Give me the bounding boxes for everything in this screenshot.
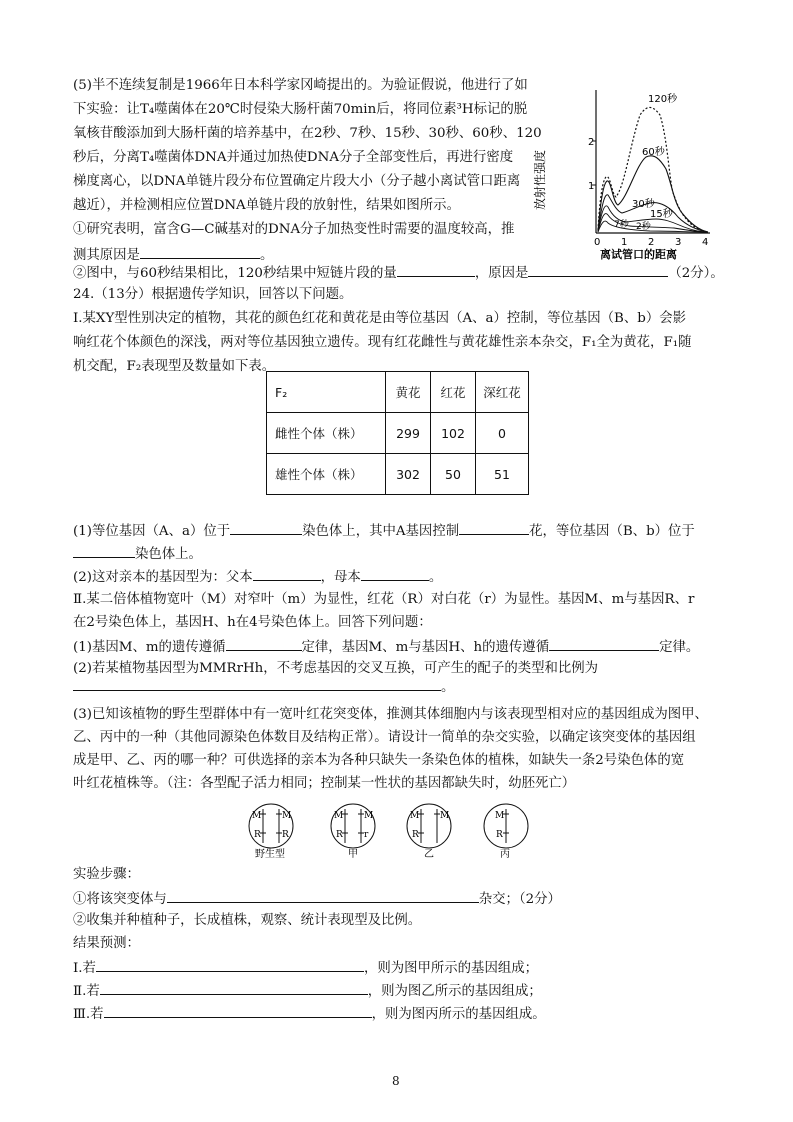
gene-label: r: [364, 830, 369, 840]
gene-label: R: [254, 830, 261, 840]
answer-blank[interactable]: [361, 566, 429, 581]
part2-q3-2: 乙、丙中的一种（其他同源染色体数目及结构正常）。请设计一简单的杂交实验，以确定该突变体的基因组: [73, 730, 696, 745]
answer-blank[interactable]: [230, 520, 302, 535]
part2-q3-3: 成是甲、乙、丙的哪一种？可供选择的亲本为各种只缺失一条染色体的植株，如缺失一条2号染色体的宽: [73, 753, 685, 768]
q5-line-6: 越近），并检测相应位置DNA单链片段的放射性，结果如图所示。: [73, 198, 460, 213]
q5-line-1: (5)半不连续复制是1966年日本科学家冈崎提出的。为验证假说，他进行了如: [73, 78, 528, 93]
cell-caption: 野生型: [255, 849, 285, 860]
cell-diagrams: [240, 803, 540, 858]
q24-intro-2: 响红花个体颜色的深浅，两对等位基因独立遗传。现有红花雌性与黄花雄性亲本杂交，F₁全为黄花，F₁随: [73, 335, 692, 350]
label-2s: 2秒: [636, 222, 651, 232]
answer-blank[interactable]: [253, 566, 321, 581]
table-row: [267, 413, 529, 454]
answer-blank[interactable]: [73, 543, 135, 558]
x-tick-0: 0: [594, 237, 601, 248]
q5-sub-1: ①研究表明，富含G—C碱基对的DNA分子加热变性时需要的温度较高，推: [73, 222, 515, 237]
cell-bing: [484, 804, 528, 848]
table-cell: 302: [386, 454, 431, 495]
cell-wild-type: [249, 804, 293, 848]
f2-table: [266, 371, 529, 495]
cell-caption: 甲: [348, 849, 358, 860]
page-number: 8: [392, 1074, 400, 1088]
cell-jia: [331, 804, 375, 848]
table-header-cell: 黄花: [386, 372, 431, 413]
answer-blank[interactable]: [226, 636, 302, 651]
y-tick-1: 1: [588, 181, 595, 192]
gene-label: M: [282, 811, 292, 821]
gene-label: M: [495, 811, 505, 821]
part1-q2: (2)这对亲本的基因型为：父本 ，母本 。: [73, 566, 442, 588]
cell-yi: [407, 804, 451, 848]
label-60s: 60秒: [642, 147, 665, 158]
x-tick-3: 3: [675, 237, 682, 248]
table-header-cell: 深红花: [476, 372, 529, 413]
figure-x-label: 离试管口的距离: [600, 248, 677, 261]
table-cell: 雄性个体（株）: [267, 454, 386, 495]
label-15s: 15秒: [650, 209, 673, 220]
gene-label: M: [364, 811, 374, 821]
table-header-cell: 红花: [431, 372, 476, 413]
part2-intro-1: Ⅱ.某二倍体植物宽叶（M）对窄叶（m）为显性，红花（R）对白花（r）为显性。基因M、m与基因R、r: [73, 592, 695, 607]
y-tick-2: 2: [588, 137, 595, 148]
q5-line-5: 梯度离心，以DNA单链片段分布位置确定片段大小（分子越小离试管口距离: [73, 174, 521, 189]
answer-blank[interactable]: [549, 636, 659, 651]
q24-intro-1: Ⅰ.某XY型性别决定的植物，其花的颜色红花和黄花是由等位基因（A、a）控制，等位基因（B、b）会影: [73, 311, 686, 326]
x-tick-1: 1: [621, 237, 628, 248]
answer-blank[interactable]: [459, 520, 529, 535]
answer-blank[interactable]: [104, 1003, 372, 1018]
figure-y-label: 放射性强度: [533, 149, 547, 211]
part2-q3-4: 叶红花植株等。（注：各型配子活力相同；控制某一性状的基因都缺失时，幼胚死亡）: [73, 776, 576, 791]
cell-caption: 丙: [500, 849, 510, 860]
x-tick-4: 4: [702, 237, 709, 248]
part2-intro-2: 在2号染色体上，基因H、h在4号染色体上。回答下列问题：: [73, 615, 432, 630]
q24-intro-3: 机交配，F₂表现型及数量如下表。: [73, 359, 276, 374]
table-cell: 102: [431, 413, 476, 454]
answer-blank[interactable]: [528, 262, 668, 277]
label-120s: 120秒: [648, 94, 678, 105]
part1-q1: (1)等位基因（A、a）位于 染色体上，其中A基因控制 花，等位基因（B、b）位于: [73, 520, 695, 542]
table-cell: 299: [386, 413, 431, 454]
answer-blank[interactable]: [100, 980, 368, 995]
exp-step-1: ①将该突变体与 杂交；（2分）: [73, 888, 561, 910]
exp-prediction-label: 结果预测：: [73, 936, 140, 951]
gene-label: R: [496, 830, 503, 840]
gene-label: R: [336, 830, 343, 840]
exp-result-3: Ⅲ.若 ，则为图丙所示的基因组成。: [73, 1003, 546, 1025]
exp-step-2: ②收集并种植种子，长成植株，观察、统计表现型及比例。: [73, 913, 422, 928]
q5-sub-1-cont: 测其原因是 。: [73, 244, 273, 266]
answer-blank[interactable]: [73, 676, 441, 691]
q5-line-3: 氧核苷酸添加到大肠杆菌的培养基中，在2秒、7秒、15秒、30秒、60秒、120: [73, 126, 542, 141]
part1-q1-cont: 染色体上。: [73, 543, 202, 565]
gene-label: M: [252, 811, 262, 821]
table-header-row: [267, 372, 529, 413]
part2-q1: (1)基因M、m的遗传遵循 定律，基因M、m与基因H、h的遗传遵循 定律。: [73, 636, 699, 658]
gene-label: M: [334, 811, 344, 821]
exp-steps-label: 实验步骤：: [73, 867, 140, 882]
part2-q3-1: (3)已知该植物的野生型群体中有一宽叶红花突变体，推测其体细胞内与该表现型相对应的基因组成为图甲、: [73, 707, 708, 722]
x-tick-2: 2: [648, 237, 655, 248]
q24-title: 24.（13分）根据遗传学知识，回答以下问题。: [73, 287, 353, 302]
table-cell: 50: [431, 454, 476, 495]
gene-label: M: [410, 811, 420, 821]
answer-blank[interactable]: [96, 957, 364, 972]
part2-q2: (2)若某植物基因型为MMRrHh，不考虑基因的交叉互换，可产生的配子的类型和比例为: [73, 661, 599, 676]
exp-result-1: Ⅰ.若 ，则为图甲所示的基因组成；: [73, 957, 538, 979]
label-30s: 30秒: [632, 199, 655, 210]
radioactivity-figure: [533, 85, 720, 261]
table-cell: 0: [476, 413, 529, 454]
table-row: [267, 454, 529, 495]
table-cell: 51: [476, 454, 529, 495]
gene-label: M: [440, 811, 450, 821]
q5-line-4: 秒后，分离T₄噬菌体DNA并通过加热使DNA分子全部变性后，再进行密度: [73, 150, 514, 165]
gene-label: R: [282, 830, 289, 840]
exp-result-2: Ⅱ.若 ，则为图乙所示的基因组成；: [73, 980, 542, 1002]
cell-caption: 乙: [424, 849, 434, 860]
table-cell: 雌性个体（株）: [267, 413, 386, 454]
q5-line-2: 下实验：让T₄噬菌体在20℃时侵染大肠杆菌70min后，将同位素³H标记的脱: [73, 102, 528, 117]
answer-blank[interactable]: [167, 888, 479, 903]
label-7s: 7秒: [614, 220, 629, 230]
gene-label: R: [412, 830, 419, 840]
table-header-cell: F₂: [267, 372, 386, 413]
q5-sub-2: ②图中，与60秒结果相比，120秒结果中短链片段的量 ，原因是 （2分）。: [73, 262, 724, 284]
answer-blank[interactable]: [140, 244, 260, 259]
answer-blank[interactable]: [397, 262, 475, 277]
part2-q2-answer: 。: [73, 676, 454, 698]
